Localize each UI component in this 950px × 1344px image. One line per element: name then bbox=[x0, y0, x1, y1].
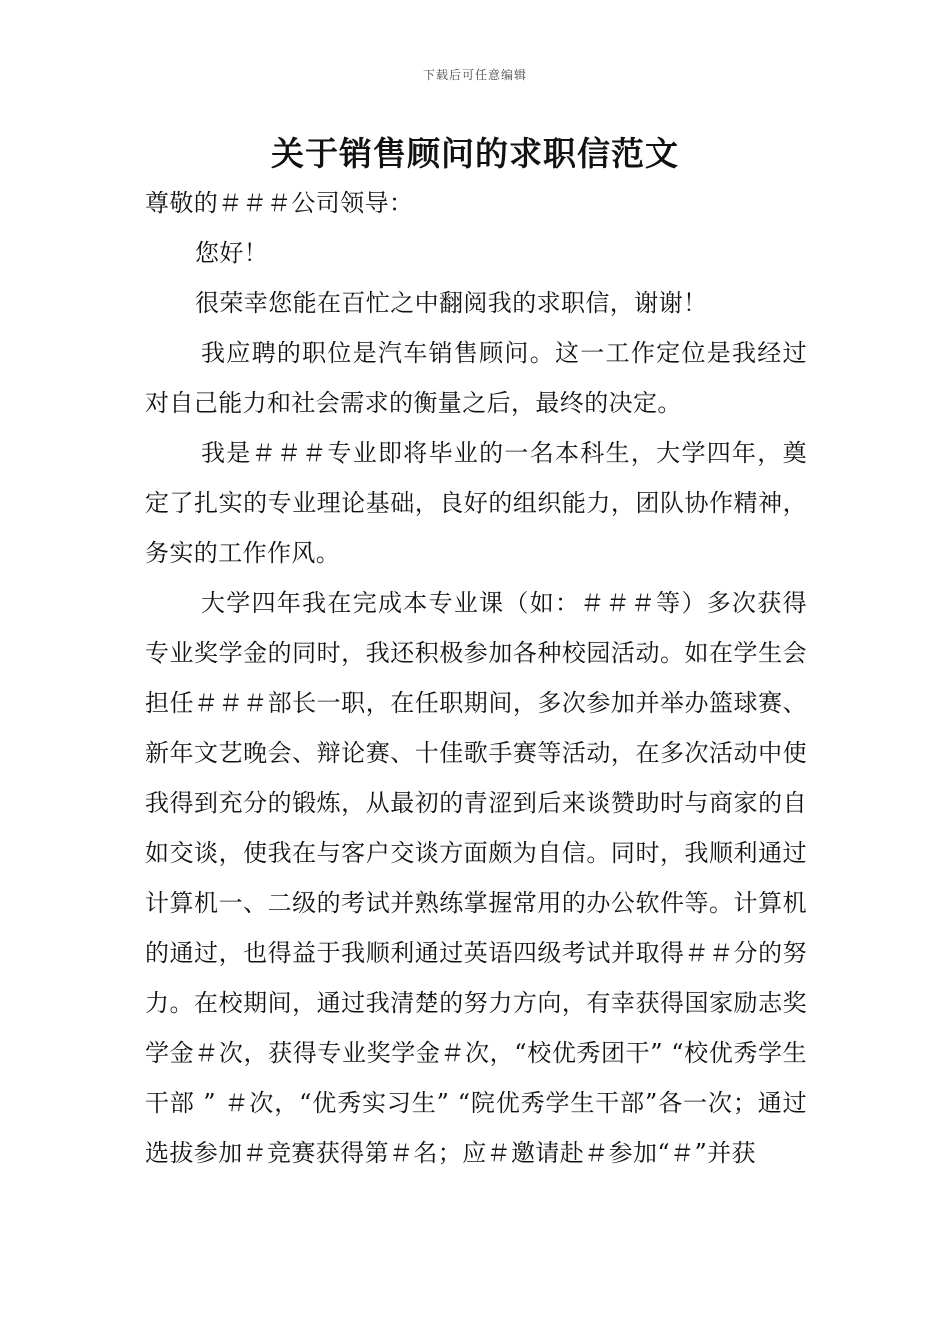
experience-paragraph: 大学四年我在完成本专业课（如：＃＃＃等）多次获得专业奖学金的同时，我还积极参加各种校园活动。如在学生会担任＃＃＃部长一职，在任职期间，多次参加并举办篮球赛、新年文艺晚会、辩论赛、十佳歌手赛等活动，在多次活动中使我得到充分的锻炼，从最初的青涩到后来谈赞助时与商家的自如交谈，使我在与客户交谈方面颇为自信。同时，我顺利通过计算机一、二级的考试并熟练掌握常用的办公软件等。计算机的通过，也得益于我顺利通过英语四级考试并取得＃＃分的努力。在校期间，通过我清楚的努力方向，有幸获得国家励志奖学金＃次，获得专业奖学金＃次，“校优秀团干” “校优秀学生干部 ” ＃次，“优秀实习生” “院优秀学生干部”各一次；通过选拔参加＃竞赛获得第＃名；应＃邀请赴＃参加“＃”并获 bbox=[145, 589, 807, 1167]
header-note: 下载后可任意编辑 bbox=[422, 68, 527, 82]
thanks-paragraph: 很荣幸您能在百忙之中翻阅我的求职信，谢谢！ bbox=[195, 289, 708, 317]
greeting-paragraph: 您好！ bbox=[195, 239, 269, 267]
letter-body bbox=[145, 178, 807, 1178]
background-paragraph: 我是＃＃＃专业即将毕业的一名本科生，大学四年，奠定了扎实的专业理论基础，良好的组织能力，团队协作精神，务实的工作作风。 bbox=[145, 439, 807, 567]
position-paragraph: 我应聘的职位是汽车销售顾问。这一工作定位是我经过对自己能力和社会需求的衡量之后，最终的决定。 bbox=[145, 339, 807, 417]
document-title: 关于销售顾问的求职信范文 bbox=[271, 134, 679, 173]
salutation: 尊敬的＃＃＃公司领导： bbox=[145, 189, 414, 217]
